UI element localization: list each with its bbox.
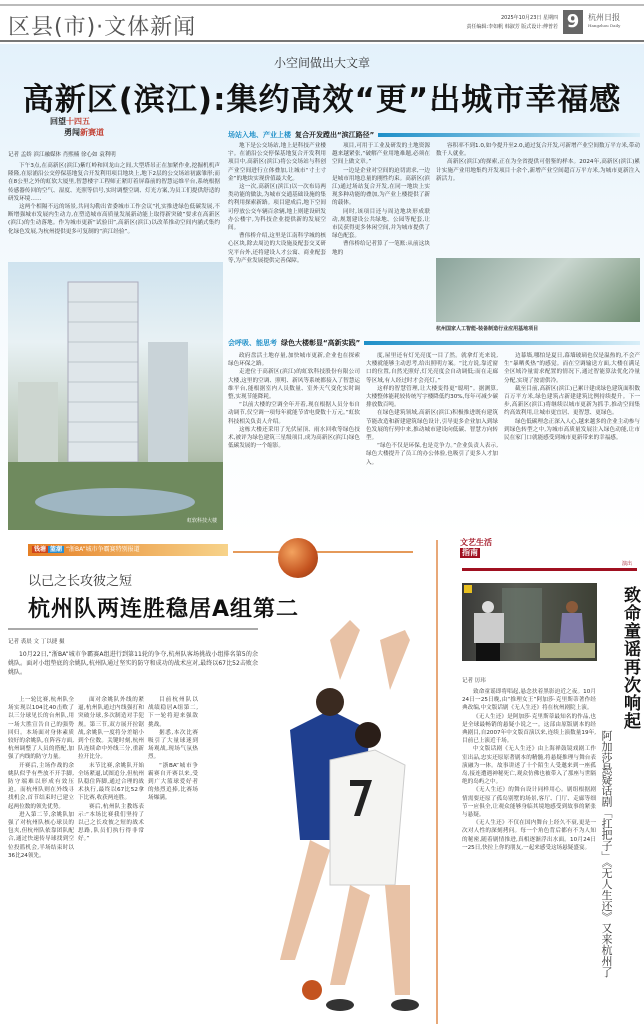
paragraph: 地下是公交场站,地上是科技产业楼宇。在浦沿公交停保基地复合开发利用项目中,高新区(滨江)将公交场站与科创产业空间进行立体叠加,让城市“寸土寸金”的地块实现价值最大化。 [228, 143, 326, 182]
paragraph: 开赛后,主场作战的余姚队似乎有些放不开手脚,防守端难以形成有效压迫。而杭州队则在外线寻找机会,首节结束时已建立起两位数的领先优势。 [8, 762, 74, 810]
building-photo [8, 262, 223, 530]
section-heading-2 [228, 338, 640, 348]
logo-en: Hangzhou Daily [588, 23, 621, 28]
banner-blue: 篮潮 [50, 546, 63, 553]
category-tag: 演出 [622, 561, 633, 567]
paragraph: “浙BA”城市争霸赛自开赛以来,受到广大篮球爱好者的热烈追捧,比赛场场爆满。 [148, 762, 198, 802]
paragraph: 度,屋里还有灯光亮度一目了然。就拿灯光来说,大楼就能够主动思考,给出照明方案。“比方说,靠近窗口的位置,自然光照好,灯光亮度会自动调低;而在走廊等区域,有人经过时才会亮灯。” [366, 353, 498, 384]
photo-caption: 杭州国家人工智能-装备制造行业应用基地项目 [436, 326, 539, 332]
arts-byline: 记者 厉玮 [462, 678, 486, 684]
section1-col-1 [228, 142, 326, 265]
section2-col-2 [366, 352, 498, 527]
basketball-col-2 [78, 696, 144, 1022]
arts-body [462, 688, 596, 1022]
series-badge [50, 116, 104, 138]
section1-col-2 [332, 142, 430, 312]
section2-col-1 [228, 352, 360, 527]
paragraph: 容积率不到1.0,如今提升至2.0,通过复合开发,可新增产业空间数万平方米,带动数千人就业。 [436, 143, 640, 158]
paragraph: 目前杭州队以战绩稳居A组第二,下一轮将迎来强敌挑战。 [148, 697, 198, 728]
banner-text: “浙BA”城市争霸赛特别报道 [65, 546, 140, 553]
stage-photo [462, 583, 597, 661]
section-heading-1 [228, 130, 640, 140]
page-meta [466, 14, 558, 32]
heading-bar [378, 133, 640, 137]
badge-red: 新赛道 [80, 127, 104, 137]
paragraph: 一边是企业对空间的迫切需求,一边是城市用地总量的刚性约束。高新区(滨江)通过场站复合开发,在同一地块上实现多种功能的叠加,为产业上楼提供了新的载体。 [332, 167, 430, 207]
paragraph: 这栋大楼还采用了光伏屋顶、雨水回收等绿色技术,被评为绿色建筑三星级项目,成为高新区(滨江)绿色低碳发展的一个缩影。 [228, 426, 360, 450]
paragraph: 中文版话剧《无人生还》由上海禅鼓镜戏剧工作室出品,忠实还原原著剧本的精髓,将悬疑推理与舞台表演融为一体。故事讲述了十个陌生人受邀来到一座孤岛,接连遭遇神秘死亡,观众仿佛也被带入了那座与世隔绝的岛屿之中。 [462, 746, 596, 786]
building-illustration [8, 262, 223, 530]
paragraph: 这一次,高新区(滨江)以一次布局两类功能的做法,为城市交通基础设施的集约利用探索新路。项目建成后,地下空间可停放公交车辆百余辆,地上则建设研发办公楼宇,为科技企业提供新的发展空间。 [228, 184, 326, 232]
paragraph: 致命童谣即将唱起,悬念扶着黑影迫近之夜。10月24日一25日晚,由“推理女王”阿加莎·克里斯蒂著作经典改编,中文版话剧《无人生还》将在杭州剧院上演。 [462, 689, 596, 712]
section2-col-3 [504, 352, 640, 527]
paragraph: 项目,可用于工业及研发的土地资源越来越紧张,“破解产业用地难题,必须在空间上做文章。” [332, 143, 430, 166]
paragraph: 高新区(滨江)的探索,正在为全省提供可借鉴的样本。2024年,高新区(滨江)累计实施产业用地集约开发项目十余个,新增产业空间超百万平方米,为城市更新注入新活力。 [436, 159, 640, 182]
top-rule [0, 4, 644, 6]
photo-caption: 虹软科技大楼 [186, 518, 217, 524]
paragraph: 截至目前,高新区(滨江)已累计建成绿色建筑面积数百万平方米,绿色建筑占新建建筑比例持续提升。下一步,高新区(滨江)将继续以城市更新为抓手,推动空间集约高效利用,让城市更宜居、更智慧、更绿色。 [504, 385, 640, 417]
basketball-col-3 [148, 696, 198, 1022]
basketball-headline: 杭州队两连胜稳居A组第二 [28, 597, 300, 622]
paragraph: 面对余姚队外线的紧逼,杭州队通过内线强打和突破分球,多次制造对手犯规。第三节,双方展开拉锯战,余姚队一度将分差缩小到个位数。关键时刻,杭州队连续命中外线三分,重新拉开比分。 [78, 697, 144, 761]
paragraph: 曹伟桥介绍,这里是江南科学城的核心区块,除去周边的大设施及配套交叉研究平台外,还将建设人才公寓、商业配套等,为产业发展提供完善保障。 [228, 233, 326, 264]
paragraph: 《无人生还》不仅在国内舞台上经久不衰,更是一次对人性的深刻拷问。每一个角色背后都有不为人知的秘密,随着剧情推进,真相逐渐浮出水面。10月24日一25日,快拉上你的朋友,一起来感受这场悬疑盛宴。 [462, 820, 596, 851]
red-rule [462, 568, 637, 571]
kicker-line-2: 指南 [462, 548, 478, 557]
ai-base-photo [436, 258, 640, 322]
section-heading-black: 复合开发蹚出“滨江路径” [295, 131, 375, 139]
paragraph: 《无人生还》是阿加莎·克里斯蒂最知名的作品,也是全球最畅销的悬疑小说之一。这部由原版剧本的经典剧目,自2007年中文版首演以来,连续上演数量19年,目前已上演近千场。 [462, 713, 596, 745]
paragraph: 上一轮比赛,杭州队全场实现以104比40击败了以三分球见长的台州队,用一场大胜宣告自己的强势回归。本场面对身体素质较好的余姚队,在阵容方面,杭州调整了人员的搭配,加强了内线的防守力量。 [8, 697, 74, 761]
page-number: 9 [563, 10, 583, 34]
basketball-byline: 记者 裘晨 文 丁以捷 摄 [8, 639, 65, 645]
paragraph: 这样的智慧管理,让大楼变得更“聪明”。据测算,大楼整体能耗较传统写字楼降低约30%,每年可减少碳排放数百吨。 [366, 385, 498, 409]
orange-rule [233, 551, 413, 553]
editor-credits: 责任编辑:李如帆 韩淑芳 版式设计:傅普若 [466, 24, 558, 30]
arts-subheadline: 阿加莎悬疑话剧「扛把子」《无人生还》又来杭州了 [600, 730, 613, 978]
paragraph: 下午3点,在高新区(滨江)紫红岭和回龙山之间,大型塔吊正在加紧作业,挖掘机机声隆隆,在原浦沿公交停保基地复合开发利用项目地块上,地下2层的公交场站初露雏形;而在8公里之外的虹软大厦里,智慧楼宇工程师正紧盯着屏幕前的智慧运维平台,系统根据传感器传回的空气、湿度、光照等信号,实时调整空调、灯光方案,为员工们提供舒适的研发环境…… [8, 163, 220, 202]
paragraph: 同时,该项目还与周边地块形成联动,规划建设公共绿地、公园等配套,让市民获得更多休闲空间,并为城市提供了绿色配套。 [332, 208, 430, 240]
column-divider [436, 540, 438, 1024]
feature-byline: 记者 孟娇 滨江融媒体 肖熙楠 徐心如 袁利明 [8, 152, 116, 158]
arts-headline: 致命童谣再次响起 [620, 586, 640, 730]
newspaper-logo [588, 12, 620, 28]
paragraph: 走进位于高新区(滨江)的虹软科技股份有限公司大楼,这里的空调、照明、新风等系统都接入了智慧运维平台,能根据室内人员数量、室外天气变化实时调整,实现节能降耗。 [228, 369, 360, 401]
banner-red: 钱塘 [34, 546, 47, 553]
issue-date: 2025年10月23日 星期四 [500, 15, 558, 21]
kicker-line-1: 文艺生活 [460, 538, 492, 547]
heading-bar [364, 341, 640, 345]
basketball-icon [278, 538, 318, 578]
basketball-photo [200, 620, 432, 1024]
section-heading-blue: 场站入地、产业上楼 [228, 131, 291, 139]
paragraph: 在绿色建筑领域,高新区(滨江)积极推进既有建筑节能改造和新建建筑绿色设计,引导更多企业加入到绿色发展的行列中来,推动城市建设向低碳、智慧方向转型。 [366, 410, 498, 442]
paragraph: 边幕墙,哪怕是夏日,幕墙玻璃也仅是温热的,不会产生“暴晒炙热”的感觉。而在空调输送方面,大楼在满足全区域冷量需求配置的情况下,通过智能算法优化冷量分配,实现了按需供冷。 [504, 353, 640, 384]
players-illustration [200, 620, 432, 1024]
paragraph: 政府盘活土地存量,加快城市更新,企业也在探索绿色环保之路。 [228, 353, 360, 368]
stage-illustration [462, 583, 597, 661]
paragraph: 据悉,本次比赛吸引了大量球迷到场观战,现场气氛热烈。 [148, 729, 198, 761]
feature-subtitle: 小空间做出大文章 [273, 56, 370, 70]
section1-col-3 [436, 142, 640, 254]
logo-text: 杭州日报 [588, 13, 620, 22]
paragraph: 这两个相隔不远的场景,共同勾勒出省委城市工作会议“扎实推进绿色低碳发展,不断增强城市发展内生动力,在塑造城市高质量发展新动能上取得新突破”要求在高新区(滨江)的生动落地。作为城市更新“试验田”,高新区(滨江)以改革推动空间内涵式集约化绿色发展,为杭州提供更多可复制的“滨江经验”。 [8, 204, 220, 235]
basketball-subtitle: 以己之长攻彼之短 [28, 574, 133, 589]
paragraph: 曹伟桥给记者算了一笔账:从前这块地的 [332, 241, 430, 256]
feature-headline: 高新区(滨江):集约高效“更”出城市幸福感 [22, 82, 622, 118]
paragraph: 赛后,杭州队主教练表示:“本场比赛我们坚持了以己之长攻彼之短的战术思路,队员们执行得非常好。” [78, 803, 144, 843]
section-heading-black: 绿色大楼彰显“高新实践” [281, 339, 361, 347]
paragraph: “绿色不仅是环保,也是竞争力。”企业负责人表示,绿色大楼提升了员工的办公体验,也吸引了更多人才加入。 [366, 443, 498, 466]
page-section-title: 区县(市)·文体新闻 [8, 15, 197, 40]
basketball-col-1 [8, 696, 74, 1022]
arts-guide-kicker [460, 538, 492, 558]
paragraph: 绿色低碳理念正深入人心,越来越多的企业主动参与到绿色转型之中,为城市高质量发展注入绿色动能,让市民在家门口就能感受到城市更新带来的幸福感。 [504, 418, 640, 442]
badge-text: 回望 [50, 117, 66, 126]
badge-red: 十四五 [66, 116, 90, 126]
paragraph: 末节比赛,余姚队开始全场紧逼,试图追分,但杭州队稳住阵脚,通过合理的战术执行,最终以67比52拿下比赛,收获两连胜。 [78, 762, 144, 802]
paragraph: 《无人生还》的舞台设计同样用心。剧组根据剧情需要还原了孤岛别墅的场景,客厅、门厅、走廊等细节一应俱全,让观众能够身临其境地感受到故事的紧张与悬疑。 [462, 787, 596, 819]
paragraph: “以前大楼的空调全年开着,现在根据人员分布自动调节,仅空调一项每年就能节省电费数十万元。”虹软科技相关负责人介绍。 [228, 402, 360, 425]
zhe-ba-banner [28, 544, 228, 556]
paragraph: 进入第二节,余姚队加强了对杭州队核心球员的包夹,但杭州队依靠团队配合,通过快速传导球找到空位投篮机会,半场结束时以36比24领先。 [8, 811, 74, 859]
feature-lead [8, 162, 220, 236]
badge-text: 勇闯 [64, 128, 80, 137]
header-rule [0, 40, 644, 42]
paragraph: 10月22日,“浙BA”城市争霸赛A组进行到第11轮的争夺,杭州队客场挑战小组排名第5的余姚队。面对小组垫底的余姚队,杭州队通过坚实的防守和成功的战术应对,最终以67比52击败余姚队。 [8, 651, 258, 676]
section-heading-blue: 会呼吸、能思考 [228, 339, 277, 347]
